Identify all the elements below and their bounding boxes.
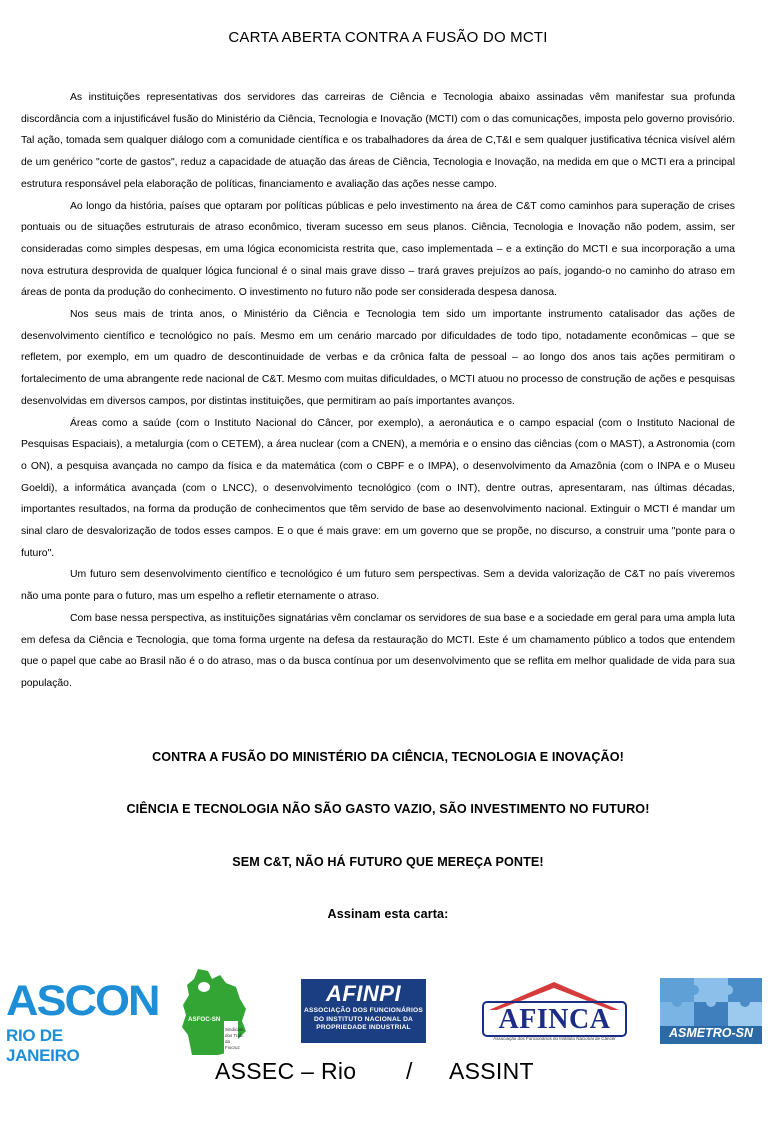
afinpi-logo-desc-2: DO INSTITUTO NACIONAL DA xyxy=(313,1015,414,1023)
asmetro-logo-name: ASMETRO-SN xyxy=(668,1026,754,1040)
signer-logos xyxy=(0,960,776,1065)
signer-assint: ASSINT xyxy=(449,1058,534,1084)
svg-text:Sindicato: Sindicato xyxy=(225,1027,244,1032)
ascon-logo-name: ASCON xyxy=(6,976,159,1025)
ascon-logo xyxy=(6,976,159,1065)
letter-body xyxy=(21,87,735,695)
paragraph-2: Ao longo da história, países que optaram por políticas públicas e pelo investimento na área de C&T como caminhos para superação de crises pontuais ou de situações estruturais de atraso econômico, tiveram sucesso em seus planos. Ciência, Tecnologia e Inovação não podem, assim, ser consideradas como simples despesas, em uma lógica economicista restrita que, caso implementada – e a extinção do MCTI e sua incorporação a uma nova estrutura desprovida de qualquer lógica funcional é o sinal mais grave disso – trará graves prejuízos ao país, jogando-o no caminho do atraso em áreas de ponta da produção do conhecimento. O investimento no futuro não pode ser considerada despesa danosa. xyxy=(21,200,735,299)
afinca-logo-name: AFINCA xyxy=(498,1004,611,1035)
svg-text:dos Trab.: dos Trab. xyxy=(225,1033,244,1038)
paragraph-5: Um futuro sem desenvolvimento científico e tecnológico é um futuro sem perspectivas. Sem a devida valorização de C&T no país viveremos não uma ponte para o futuro, mas um espelho a refletir eternamente o atraso. xyxy=(21,569,735,603)
signer-assec: ASSEC – Rio xyxy=(215,1058,357,1084)
ascon-logo-subtitle: RIO DE JANEIRO xyxy=(6,1026,80,1065)
asfoc-logo xyxy=(178,965,250,1057)
paragraph-4: Áreas como a saúde (com o Instituto Nacional do Câncer, por exemplo), a aeronáutica e o campo espacial (com o Instituto Nacional de Pesquisas Espaciais), a metalurgia (com o CETEM), a área nuclear (com a CNEN), a memória e o ensino das ciências (com o MAST), a Astronomia (com o ON), a pesquisa avançada no campo da física e da matemática (com o CBPF e o IMPA), o desenvolvimento da Amazônia (com o INPA e o Museu Goeldi), a informática avançada (com o LNCC), o desenvolvimento tecnológico (com o INT), dentre outras, apresentaram, nas últimas décadas, importantes resultados, na forma da produção de conhecimentos que têm servido de base ao desenvolvimento nacional. Extinguir o MCTI é mandar um sinal claro de desvalorização de todos esses campos. E o que é mais grave: em um governo que se propõe, no discurso, a construir uma "ponte para o futuro". xyxy=(21,417,735,559)
paragraph-1: As instituições representativas dos servidores das carreiras de Ciência e Tecnologia abaixo assinadas vêm manifestar sua profunda discordância com a injustificável fusão do Ministério da Ciência, Tecnologia e Inovação (MCTI) com o das comunicações, imposta pelo governo provisório. Tal ação, tomada sem qualquer diálogo com a comunidade científica e os trabalhadores da área de C,T&I e sem qualquer justificativa técnica visível além de um genérico "corte de gastos", reduz a capacidade de atuação das áreas de Ciência, Tecnologia e Inovação, na medida em que o MCTI era a principal estrutura responsável pela elaboração de políticas, financiamento e avaliação das ações nesse campo. xyxy=(21,92,735,190)
text-signers xyxy=(0,1058,776,1088)
slogan-2: CIÊNCIA E TECNOLOGIA NÃO SÃO GASTO VAZIO, SÃO INVESTIMENTO NO FUTURO! xyxy=(126,802,650,816)
signers-heading: Assinam esta carta: xyxy=(327,907,449,921)
svg-text:Fiocruz: Fiocruz xyxy=(225,1045,240,1050)
signer-separator: / xyxy=(406,1058,413,1084)
svg-text:da: da xyxy=(225,1039,231,1044)
afinpi-logo-name: AFINPI xyxy=(325,981,402,1006)
afinca-logo xyxy=(479,980,630,1046)
afinpi-logo-desc-3: PROPRIEDADE INDUSTRIAL xyxy=(316,1024,411,1032)
slogan-3: SEM C&T, NÃO HÁ FUTURO QUE MEREÇA PONTE! xyxy=(232,855,544,869)
asfoc-logo-name: ASFOC-SN xyxy=(188,1016,221,1023)
afinca-logo-tagline: Associação dos Funcionários do Instituto Nacional de Câncer xyxy=(493,1036,616,1041)
asfoc-emblem-icon xyxy=(178,965,250,1057)
paragraph-6: Com base nessa perspectiva, as instituições signatárias vêm conclamar os servidores de sua base e a sociedade em geral para uma ampla luta em defesa da Ciência e Tecnologia, que toma forma urgente na defesa da restauração do MCTI. Este é um chamamento público a todos que entendem que o papel que cabe ao Brasil não é o do atraso, mas o da busca contínua por um desenvolvimento que se reflita em melhor qualidade de vida para sua população. xyxy=(21,612,735,689)
asmetro-logo xyxy=(660,978,762,1044)
afinpi-logo xyxy=(301,979,426,1043)
puzzle-icon xyxy=(660,978,762,1026)
page-title: CARTA ABERTA CONTRA A FUSÃO DO MCTI xyxy=(228,29,548,46)
afinpi-logo-desc-1: ASSOCIAÇÃO DOS FUNCIONÁRIOS xyxy=(304,1007,423,1014)
slogan-1: CONTRA A FUSÃO DO MINISTÉRIO DA CIÊNCIA, TECNOLOGIA E INOVAÇÃO! xyxy=(152,750,624,764)
paragraph-3: Nos seus mais de trinta anos, o Ministério da Ciência e Tecnologia tem sido um importante instrumento catalisador das ações de desenvolvimento científico e tecnológico no país. Mesmo em um cenário marcado por dificuldades de todo tipo, notadamente econômicas – que se refletem, por exemplo, em um quadro de descontinuidade de verbas e da crônica falta de pessoal – ao longo dos anos tais ações permitiram o fortalecimento de uma abrangente rede nacional de C&T. Mesmo com muitas dificuldades, o MCTI atuou no processo de construção de ações e pesquisas desenvolvidas em diversos campos, por distintas instituições, que permitiram ao país importantes avanços. xyxy=(21,309,735,407)
